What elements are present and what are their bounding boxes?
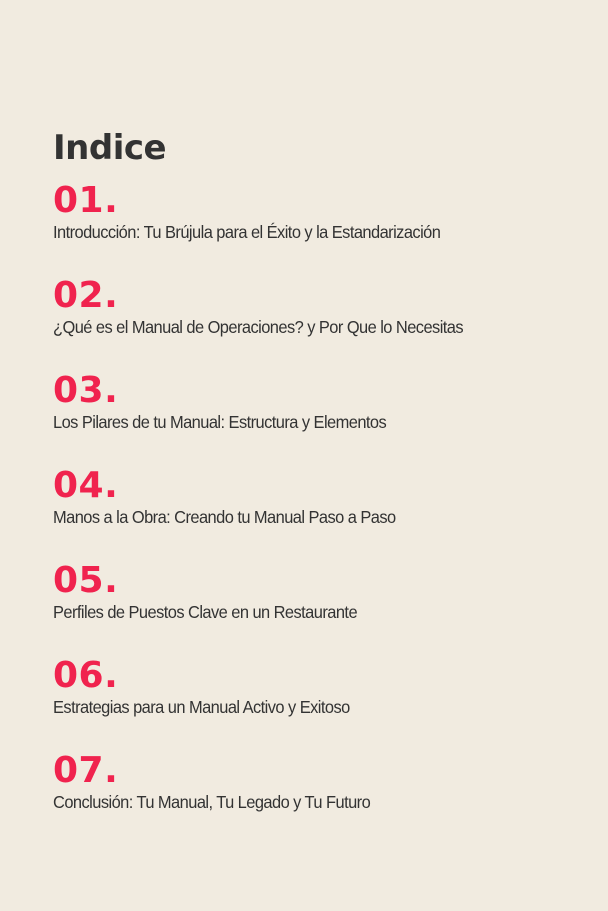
entry-number: 04. [53, 465, 119, 506]
entry-number: 06. [53, 655, 119, 696]
table-of-contents [53, 127, 573, 846]
entry-label: Estrategias para un Manual Activo y Exitoso [53, 697, 350, 717]
toc-entry-03 [53, 371, 573, 466]
entry-number: 03. [53, 370, 119, 411]
entry-number: 02. [53, 275, 119, 316]
entry-label: Manos a la Obra: Creando tu Manual Paso a Paso [53, 507, 396, 527]
toc-entry-05 [53, 561, 573, 656]
toc-entry-07 [53, 751, 573, 846]
entry-label: Perfiles de Puestos Clave en un Restaurante [53, 602, 358, 622]
entry-label: ¿Qué es el Manual de Operaciones? y Por Que lo Necesitas [53, 317, 464, 337]
toc-entry-06 [53, 656, 573, 751]
entry-label: Introducción: Tu Brújula para el Éxito y la Estandarización [53, 222, 441, 242]
entry-number: 05. [53, 560, 119, 601]
toc-entry-01 [53, 181, 573, 276]
entry-label: Los Pilares de tu Manual: Estructura y Elementos [53, 412, 387, 432]
toc-entry-04 [53, 466, 573, 561]
toc-entry-02 [53, 276, 573, 371]
entry-number: 07. [53, 750, 119, 791]
entry-label: Conclusión: Tu Manual, Tu Legado y Tu Futuro [53, 792, 371, 812]
entry-number: 01. [53, 180, 119, 221]
page-title: Indice [53, 128, 167, 168]
